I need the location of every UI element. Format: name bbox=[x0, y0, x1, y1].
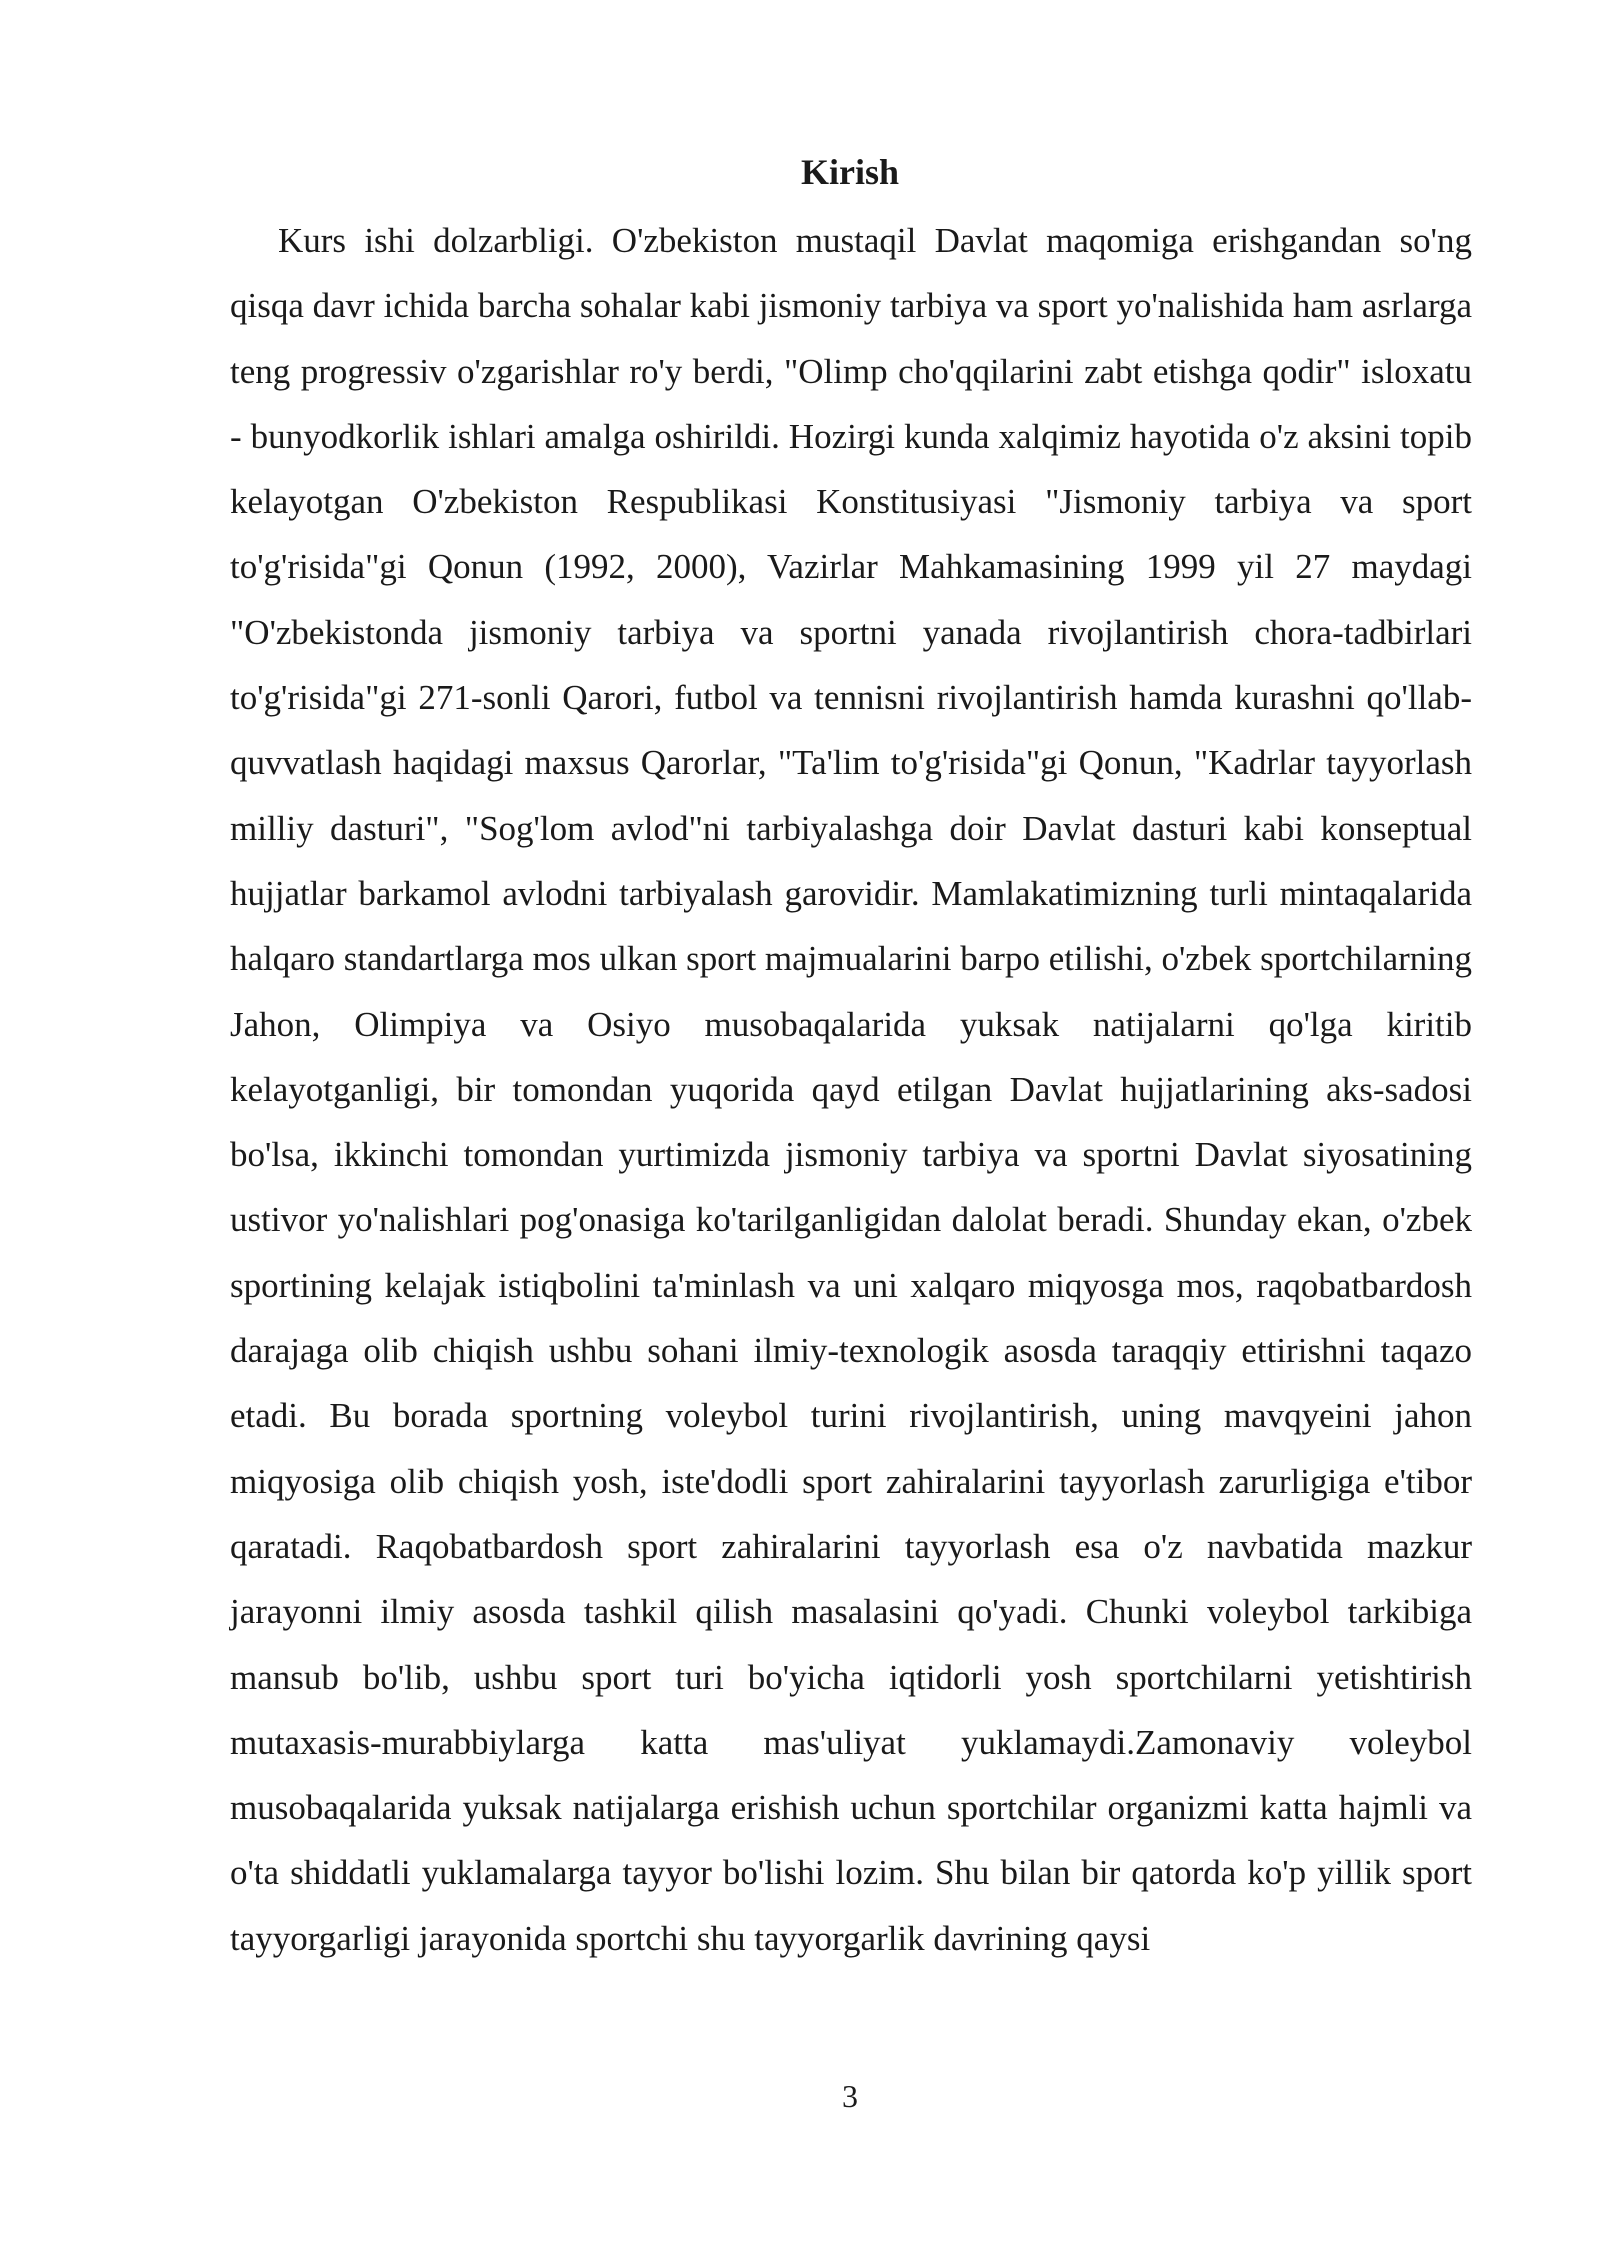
page-number: 3 bbox=[842, 2078, 858, 2114]
body-paragraph: Kurs ishi dolzarbligi. O'zbekiston mustaqil Davlat maqomiga erishgandan so'ng qisqa davr ichida barcha sohalar kabi jismoniy tarbiya va sport yo'nalishida ham asrlarga teng progressiv o'zgarishlar ro'y berdi, "Olimp cho'qqilarini zabt etishga qodir" isloxatu - bunyodkorlik ishlari amalga oshirildi. Hozirgi kunda xalqimiz hayotida o'z aksini topib kelayotgan O'zbekiston Respublikasi Konstitusiyasi "Jismoniy tarbiya va sport to'g'risida"gi Qonun (1992, 2000), Vazirlar Mahkamasining 1999 yil 27 maydagi "O'zbekistonda jismoniy tarbiya va sportni yanada rivojlantirish chora-tadbirlari to'g'risida"gi 271-sonli Qarori, futbol va tennisni rivojlantirish hamda kurashni qo'llab-quvvatlash haqidagi maxsus Qarorlar, "Ta'lim to'g'risida"gi Qonun, "Kadrlar tayyorlash milliy dasturi", "Sog'lom avlod"ni tarbiyalashga doir Davlat dasturi kabi konseptual hujjatlar barkamol avlodni tarbiyalash garovidir. Mamlakatimizning turli mintaqalarida halqaro standartlarga mos ulkan sport majmualarini barpo etilishi, o'zbek sportchilarning Jahon, Olimpiya va Osiyo musobaqalarida yuksak natijalarni qo'lga kiritib kelayotganligi, bir tomondan yuqorida qayd etilgan Davlat hujjatlarining aks-sadosi bo'lsa, ikkinchi tomondan yurtimizda jismoniy tarbiya va sportni Davlat siyosatining ustivor yo'nalishlari pog'onasiga ko'tarilganligidan dalolat beradi. Shunday ekan, o'zbek sportining kelajak istiqbolini ta'minlash va uni xalqaro miqyosga mos, raqobatbardosh darajaga olib chiqish ushbu sohani ilmiy-texnologik asosda taraqqiy ettirishni taqazo etadi. Bu borada sportning voleybol turini rivojlantirish, uning mavqyeini jahon miqyosiga olib chiqish yosh, iste'dodli sport zahiralarini tayyorlash zarurligiga e'tibor qaratadi. Raqobatbardosh sport zahiralarini tayyorlash esa o'z navbatida mazkur jarayonni ilmiy asosda tashkil qilish masalasini qo'yadi. Chunki voleybol tarkibiga mansub bo'lib, ushbu sport turi bo'yicha iqtidorli yosh sportchilarni yetishtirish mutaxasis-murabbiylarga katta mas'uliyat yuklamaydi.Zamonaviy voleybol musobaqalarida yuksak natijalarga erishish uchun sportchilar organizmi katta hajmli va o'ta shiddatli yuklamalarga tayyor bo'lishi lozim. Shu bilan bir qatorda ko'p yillik sport tayyorgarligi jarayonida sportchi shu tayyorgarlik davrining qaysi bbox=[230, 221, 1473, 1958]
page-title: Kirish bbox=[800, 152, 899, 192]
